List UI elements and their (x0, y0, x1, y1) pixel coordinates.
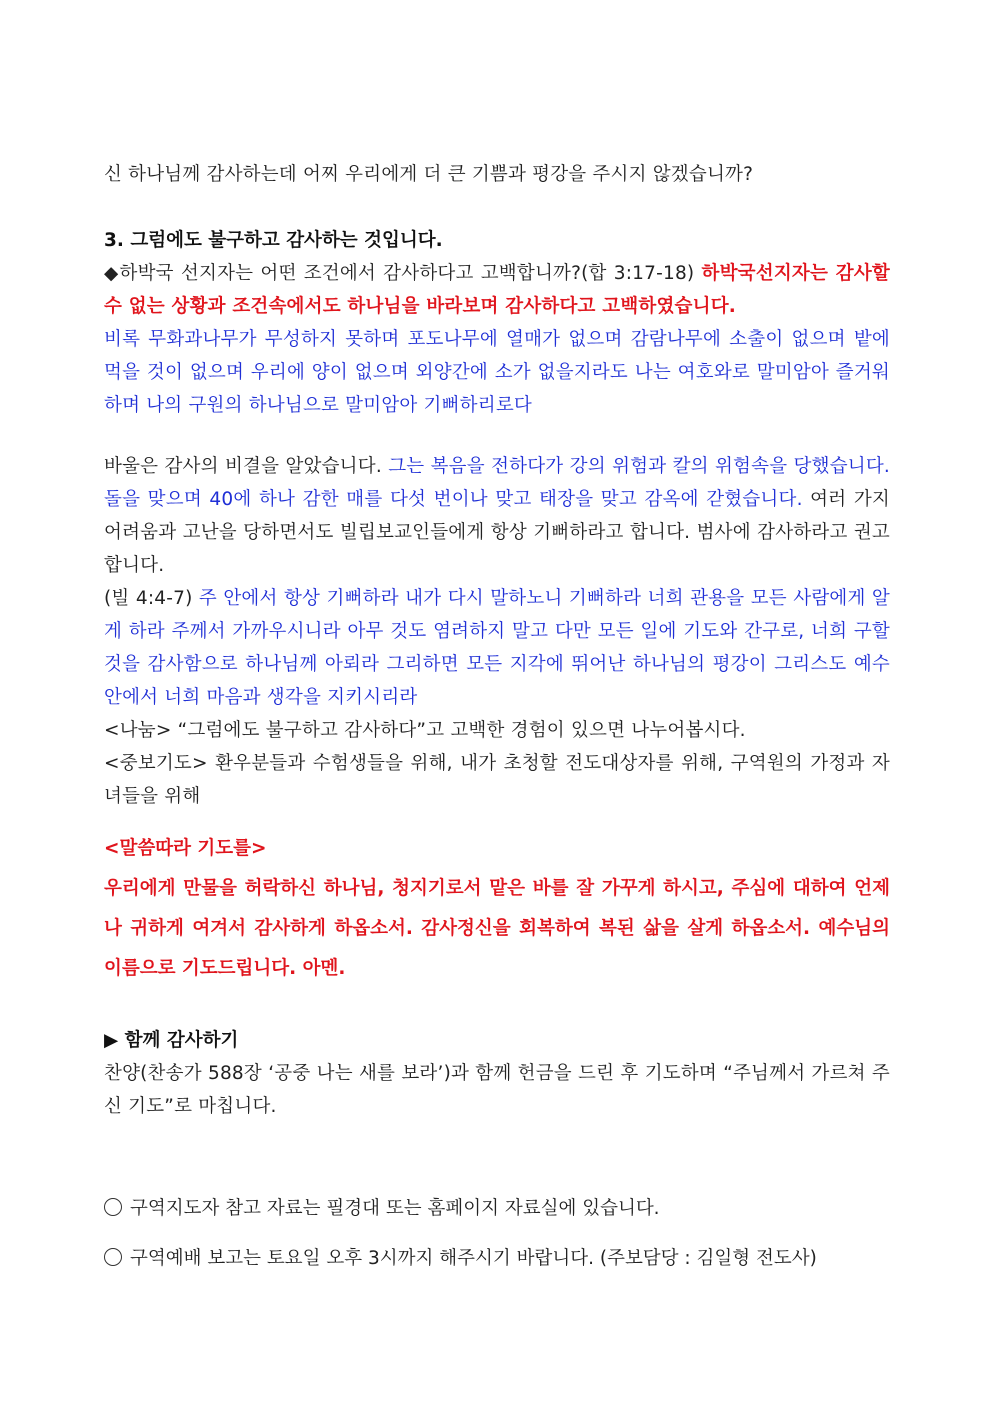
section3-question-block (104, 257, 890, 323)
document-page (104, 158, 890, 1279)
prayer-title: <말씀따라 기도를> (104, 838, 267, 859)
circle-bullet-icon (104, 1248, 122, 1266)
intercession-line: <중보기도> 환우분들과 수험생들을 위해, 내가 초청할 전도대상자를 위해, 구역원의 가정과 자녀들을 위해 (104, 753, 890, 807)
notice-list (104, 1189, 890, 1279)
paul-blue-1: 그는 복음을 전하다가 강의 위험과 칼의 위험속을 당했습니다. 돌을 맞으며 40에 하나 감한 매를 다섯 번이나 맞고 태장을 맞고 감옥에 갇혔습니다. (104, 456, 890, 510)
paul-text-2: 여러 가지 어려움과 고난을 당하면서도 빌립보교인들에게 항상 기뻐하라고 합니다. 범사에 감사하라고 권고합니다. (104, 489, 890, 576)
sharing-line: <나눔> “그럼에도 불구하고 감사하다”고 고백한 경험이 있으면 나누어봅시다. (104, 720, 746, 741)
section3-question: ◆하박국 선지자는 어떤 조건에서 감사하다고 고백합니까?(합 3:17-18) (104, 263, 702, 284)
circle-bullet-icon (104, 1198, 122, 1216)
prayer-body: 우리에게 만물을 허락하신 하나님, 청지기로서 맡은 바를 잘 가꾸게 하시고, 주심에 대하여 언제나 귀하게 여겨서 감사하게 하옵소서. 감사정신을 회복하여 복된 삶을 살게 하옵소서. 예수님의 이름으로 기도드립니다. 아멘. (104, 878, 890, 979)
intro-line: 신 하나님께 감사하는데 어찌 우리에게 더 큰 기쁨과 평강을 주시지 않겠습니까? (104, 164, 754, 185)
notice-item (104, 1239, 890, 1279)
together-title: ▶ 함께 감사하기 (104, 1030, 239, 1051)
section3-title: 3. 그럼에도 불구하고 감사하는 것입니다. (104, 230, 443, 251)
paul-text-1: 바울은 감사의 비결을 알았습니다. (104, 456, 389, 477)
verse-ref: (빌 4:4-7) (104, 588, 199, 609)
notice-item (104, 1189, 890, 1229)
notice-text: 구역예배 보고는 토요일 오후 3시까지 해주시기 바랍니다. (주보담당 : 김일형 전도사) (130, 1248, 817, 1269)
together-body: 찬양(찬송가 588장 ‘공중 나는 새를 보라’)과 함께 헌금을 드린 후 기도하며 “주님께서 가르쳐 주신 기도”로 마칩니다. (104, 1063, 890, 1117)
philippians-verse: 주 안에서 항상 기뻐하라 내가 다시 말하노니 기뻐하라 너희 관용을 모든 사람에게 알게 하라 주께서 가까우시니라 아무 것도 염려하지 말고 다만 모든 일에 기도와 간구로, 너희 구할 것을 감사함으로 하나님께 아뢰라 그리하면 모든 지각에 뛰어난 하나님의 평강이 그리스도 예수 안에서 너희 마음과 생각을 지키시리라 (104, 588, 890, 708)
section3-verse: 비록 무화과나무가 무성하지 못하며 포도나무에 열매가 없으며 감람나무에 소출이 없으며 밭에 먹을 것이 없으며 우리에 양이 없으며 외양간에 소가 없을지라도 나는 여호와로 말미암아 즐거워하며 나의 구원의 하나님으로 말미암아 기뻐하리로다 (104, 329, 890, 416)
philippians-paragraph (104, 582, 890, 714)
notice-text: 구역지도자 참고 자료는 필경대 또는 홈페이지 자료실에 있습니다. (130, 1198, 660, 1219)
section3-answer: 하박국선지자는 감사할 수 없는 상황과 조건속에서도 하나님을 바라보며 감사하다고 고백하였습니다. (104, 263, 890, 317)
paul-paragraph (104, 450, 890, 582)
